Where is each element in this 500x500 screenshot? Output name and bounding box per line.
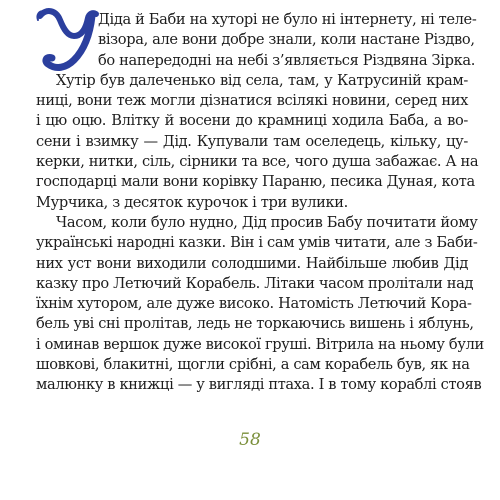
text-line: і оминав вершок дуже високої груші. Вітрила на ньому були [36,335,484,353]
text-line: Часом, коли було нудно, Дід просив Бабу почитати йому [56,213,478,231]
text-line: ниці, вони теж могли дізнатися всілякі новини, серед них [36,92,468,110]
text-line: візора, але вони добре знали, коли настане Різдво, [98,31,475,49]
text-line: сени і взимку — Дід. Купували там оселедець, кільку, цу- [36,132,468,150]
text-line: господарці мали вони корівку Параню, песика Дуная, кота [36,173,475,191]
text-line: казку про Летючий Корабель. Літаки часом пролітали над [36,274,474,292]
text-line: них уст вони виходили солодшими. Найбільше любив Дід [36,254,468,272]
text-line: і цю оцю. Влітку й восени до крамниці ходила Баба, а во- [36,112,468,130]
text-line: керки, нитки, сіль, сірники та все, чого душа забажає. А на [36,153,479,171]
story-text [36,10,484,396]
text-line: бель уві сні пролітав, ледь не торкаючись вишень і яблунь, [36,315,474,333]
text-line: малюнку в книжці — у вигляді птаха. І в тому кораблі стояв [36,376,482,394]
text-line: шовкові, блакитні, щогли срібні, а сам корабель був, як на [36,356,470,374]
text-line: Мурчика, з десяток курочок і три вулики. [36,193,348,211]
page-number: 58 [239,430,261,450]
text-line: Хутір був далеченько від села, там, у Катрусиній крам- [56,71,468,89]
text-line: бо напередодні на небі з’являється Різдвяна Зірка. [98,51,475,69]
text-line: українські народні казки. Він і сам умів читати, але з Баби- [36,234,478,252]
text-line: Діда й Баби на хуторі не було ні інтернету, ні теле- [98,11,477,28]
text-line: їхнім хутором, але дуже високо. Натомість Летючий Кора- [36,295,472,313]
